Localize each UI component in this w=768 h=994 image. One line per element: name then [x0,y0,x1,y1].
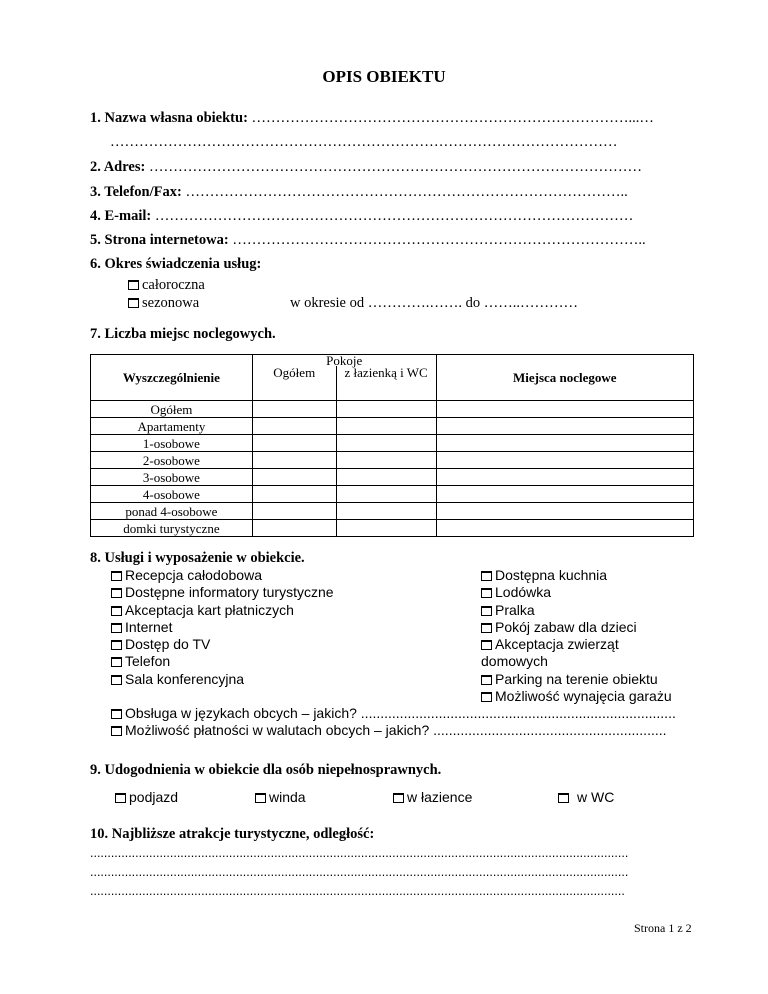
section-2 [90,159,642,176]
checkbox-icon[interactable] [111,726,122,736]
table-cell[interactable] [436,486,693,503]
table-cell[interactable] [336,469,436,486]
table-cell[interactable] [436,452,693,469]
checkbox-icon[interactable] [128,280,139,290]
row-label: domki turystyczne [91,520,253,537]
section-1 [90,110,654,127]
accessibility-label: 9. Udogodnienia w obiekcie dla osób niepełnosprawnych. [90,762,442,778]
option-year-round[interactable] [128,277,205,294]
table-cell[interactable] [336,486,436,503]
beds-label: 7. Liczba miejsc noclegowych. [90,326,276,342]
service-laundry[interactable] [481,602,672,619]
checkbox-icon[interactable] [481,606,492,616]
table-cell[interactable] [436,435,693,452]
service-label: Recepcja całodobowa [125,567,262,583]
table-cell[interactable] [336,520,436,537]
service-tourist-info[interactable] [111,584,334,601]
access-ramp[interactable] [115,789,178,805]
checkbox-icon[interactable] [115,793,126,803]
service-fridge[interactable] [481,584,672,601]
access-label: podjazd [129,789,179,805]
table-cell[interactable] [436,520,693,537]
website-label: 5. Strona internetowa: [90,232,229,248]
checkbox-icon[interactable] [255,793,266,803]
name-field[interactable]: ……………………………………………………………………...… [251,110,654,126]
service-parking[interactable] [481,671,672,688]
season-period-field[interactable]: w okresie od ………….……. do ……..………… [290,295,578,311]
phone-label: 3. Telefon/Fax: [90,184,182,200]
service-label: Parking na terenie obiektu [495,670,658,687]
service-internet[interactable] [111,619,334,636]
header-rooms: Pokoje [252,355,436,367]
service-label: Internet [125,618,173,635]
service-reception[interactable] [111,567,334,584]
service-label: Lodówka [495,584,552,601]
header-rooms-total: Ogółem [252,366,336,401]
row-label: 4-osobowe [91,486,253,503]
website-field[interactable]: ………………………………………………………………………….. [232,232,646,248]
table-cell[interactable] [436,401,693,418]
attractions-line[interactable]: ........................................................................................................................................................... [90,865,629,879]
page-title: OPIS OBIEKTU [322,67,446,86]
service-pets-continued: domowych [481,653,548,670]
service-period-label: 6. Okres świadczenia usług: [90,256,262,272]
attractions-line[interactable]: ........................................................................................................................................................... [90,846,629,860]
checkbox-icon[interactable] [481,588,492,598]
checkbox-icon[interactable] [111,657,122,667]
access-wc[interactable] [558,789,614,805]
service-label: Pralka [495,601,535,618]
service-currencies[interactable] [111,722,676,739]
checkbox-icon[interactable] [111,640,122,650]
section-3 [90,184,628,201]
table-cell[interactable] [336,401,436,418]
checkbox-icon[interactable] [481,675,492,685]
checkbox-icon[interactable] [481,571,492,581]
service-pets[interactable] [481,636,672,653]
checkbox-icon[interactable] [128,298,139,308]
services-right-column [481,567,672,705]
row-label: 3-osobowe [91,469,253,486]
services-bottom [111,705,676,740]
service-label: Telefon [125,653,171,670]
service-kitchen[interactable] [481,567,672,584]
service-label: Dostępne informatory turystyczne [125,584,334,601]
option-seasonal-label: sezonowa [142,295,200,311]
section-4 [90,208,633,225]
service-languages[interactable] [111,705,676,722]
checkbox-icon[interactable] [111,571,122,581]
service-label: Sala konferencyjna [125,670,245,687]
page-number: Strona 1 z 2 [634,921,692,935]
service-playroom[interactable] [481,619,672,636]
service-label: Dostępna kuchnia [495,567,608,583]
table-cell[interactable] [436,469,693,486]
service-label: Obsługa w językach obcych – jakich? ................................................................................. [125,705,676,721]
header-rooms-bathroom: z łazienką i WC [336,366,436,401]
table-cell[interactable] [336,418,436,435]
table-cell[interactable] [252,503,336,520]
access-label: w WC [577,789,615,805]
row-label: 1-osobowe [91,435,253,452]
table-cell[interactable] [436,503,693,520]
table-cell[interactable] [252,435,336,452]
checkbox-icon[interactable] [111,606,122,616]
beds-table [90,354,694,537]
service-label: Możliwość płatności w walutach obcych – jakich? ............................................................ [125,722,667,739]
section-10 [90,826,374,843]
checkbox-icon[interactable] [481,623,492,633]
header-spec: Wyszczególnienie [91,355,253,401]
access-elevator[interactable] [255,789,306,805]
table-cell[interactable] [336,503,436,520]
access-label: winda [269,789,306,805]
email-field[interactable]: ……………………………………………………………………………………… [154,208,634,224]
checkbox-icon[interactable] [481,692,492,702]
table-cell[interactable] [336,452,436,469]
service-label: Pokój zabaw dla dzieci [495,618,637,635]
row-label: Apartamenty [91,418,253,435]
row-label: ponad 4-osobowe [91,503,253,520]
service-cards[interactable] [111,602,334,619]
name-field-line2[interactable]: …………………………………………………………………………………………… [110,134,618,150]
checkbox-icon[interactable] [111,588,122,598]
table-cell[interactable] [252,418,336,435]
services-left-column [111,567,334,688]
header-beds: Miejsca noclegowe [436,355,693,401]
service-garage[interactable] [481,688,672,705]
service-label: Możliwość wynajęcia garażu [495,688,672,705]
table-cell[interactable] [252,520,336,537]
section-5 [90,232,646,249]
checkbox-icon[interactable] [393,793,404,803]
service-label: Akceptacja zwierząt [495,636,619,653]
table-cell[interactable] [336,435,436,452]
service-tv[interactable] [111,636,334,653]
services-label: 8. Usługi i wyposażenie w obiekcie. [90,550,305,566]
attractions-label: 10. Najbliższe atrakcje turystyczne, odległość: [90,826,375,842]
table-cell[interactable] [252,452,336,469]
checkbox-icon[interactable] [111,709,122,719]
checkbox-icon[interactable] [481,640,492,650]
phone-field[interactable]: ……………………………………………………………………………….. [185,184,628,200]
table-cell[interactable] [436,418,693,435]
row-label: Ogółem [91,401,253,418]
row-label: 2-osobowe [91,452,253,469]
email-label: 4. E-mail: [90,208,152,224]
service-label: Dostęp do TV [125,636,211,653]
service-label: Akceptacja kart płatniczych [125,601,294,618]
table-cell[interactable] [252,486,336,503]
attractions-line[interactable]: .......................................................................................................................................................... [90,884,625,898]
service-conference[interactable] [111,671,334,688]
name-label: 1. Nazwa własna obiektu: [90,110,248,126]
option-year-round-label: całoroczna [142,277,205,293]
option-seasonal[interactable] [128,295,199,312]
checkbox-icon[interactable] [111,623,122,633]
address-field[interactable]: ………………………………………………………………………………………… [148,159,642,175]
address-label: 2. Adres: [90,159,146,175]
access-label: w łazience [407,789,473,805]
table-cell[interactable] [252,401,336,418]
access-bathroom[interactable] [393,789,472,805]
checkbox-icon[interactable] [558,793,569,803]
attractions-lines [90,844,628,901]
service-phone[interactable] [111,653,334,670]
table-cell[interactable] [252,469,336,486]
checkbox-icon[interactable] [111,675,122,685]
